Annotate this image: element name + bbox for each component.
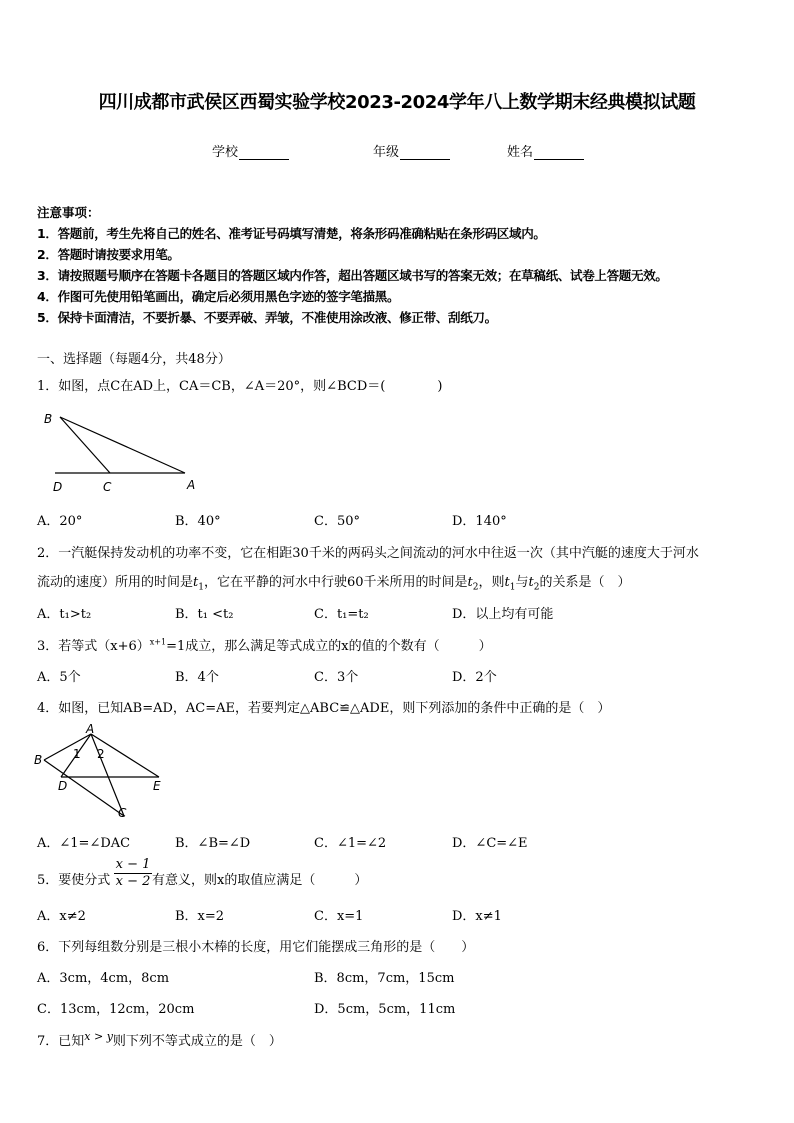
q4-triangles-figure [34,722,174,822]
page-title: 四川成都市武侯区西蜀实验学校2023-2024学年八上数学期末经典模拟试题 [98,92,696,113]
question-5-stem-a: 5．要使分式 [37,873,111,888]
q4-label-e: E [153,779,161,793]
q4-option-c: C．∠1=∠2 [314,836,387,851]
q5-option-b: B．x=2 [175,909,225,924]
q1-label-b: B [44,412,53,426]
q6-option-a: A．3cm，4cm，8cm [37,971,170,986]
notice-item: 1．答题前，考生先将自己的姓名、准考证号码填写清楚，将条形码准确粘贴在条形码区域内。 [37,226,546,241]
q4-option-b: B．∠B=∠D [175,836,251,851]
notice-item: 2．答题时请按要求用笔。 [37,247,180,262]
q4-label-angle-2: 2 [97,747,105,761]
q2-option-b: B．t₁ <t₂ [175,607,234,622]
name-field [507,141,584,160]
q1-option-c: C．50° [314,514,360,529]
q1-label-c: C [103,480,112,494]
school-blank [239,147,289,160]
q1-option-a: A．20° [37,514,83,529]
notice-item: 4．作图可先使用铅笔画出，确定后必须用黑色字迹的签字笔描黑。 [37,289,400,304]
q4-label-c: C [118,806,127,820]
question-2-line-2: 流动的速度）所用的时间是$t_1$，它在平静的河水中行驶60千米所用的时间是$t_2$，则$t_1$与$t_2$的关系是（ ） [37,575,631,593]
q1-triangle-figure [40,405,210,495]
q4-label-a: A [86,722,95,736]
school-label: 学校 [212,145,239,160]
question-6-stem: 6．下列每组数分别是三根小木棒的长度，用它们能摆成三角形的是（ ） [37,940,475,955]
q3-option-c: C．3个 [314,670,359,685]
q4-label-d: D [58,779,68,793]
question-5-stem-b: 有意义，则x的取值应满足（ ） [152,873,368,888]
q2-option-d: D．以上均有可能 [452,607,554,622]
notice-heading: 注意事项： [37,205,100,220]
q6-option-c: C．13cm，12cm，20cm [37,1002,195,1017]
q1-option-b: B．40° [175,514,221,529]
q2-option-a: A．t₁>t₂ [37,607,92,622]
q1-label-a: A [187,478,196,492]
grade-field [373,141,450,160]
question-4-stem: 4．如图，已知AB=AD，AC=AE，若要判定△ABC≌△ADE，则下列添加的条件中正确的是（ ） [37,701,611,716]
school-field [212,141,289,160]
q5-option-a: A．x≠2 [37,909,86,924]
q4-label-b: B [34,753,43,767]
q4-option-d: D．∠C=∠E [452,836,528,851]
notice-item: 3．请按照题号顺序在答题卡各题目的答题区域内作答，超出答题区域书写的答案无效；在草稿纸、试卷上答题无效。 [37,268,668,283]
q6-option-b: B．8cm，7cm，15cm [314,971,455,986]
q1-option-d: D．140° [452,514,507,529]
q3-option-d: D．2个 [452,670,497,685]
question-2-line-1: 2．一汽艇保持发动机的功率不变，它在相距30千米的两码头之间流动的河水中往返一次（其中汽艇的速度大于河水 [37,546,699,561]
question-1-stem: 1．如图，点C在AD上，CA＝CB，∠A＝20°，则∠BCD＝( ) [37,379,443,394]
q6-option-d: D．5cm，5cm，11cm [314,1002,456,1017]
notice-item: 5．保持卡面清洁，不要折暴、不要弄破、弄皱，不准使用涂改液、修正带、刮纸刀。 [37,310,497,325]
q4-option-a: A．∠1=∠DAC [37,836,131,851]
q5-fraction [114,857,152,889]
q3-option-b: B．4个 [175,670,219,685]
grade-label: 年级 [373,145,400,160]
q1-label-d: D [53,480,63,494]
name-blank [534,147,584,160]
q5-option-c: C．x=1 [314,909,364,924]
grade-blank [400,147,450,160]
q5-option-d: D．x≠1 [452,909,502,924]
q2-option-c: C．t₁=t₂ [314,607,369,622]
name-label: 姓名 [507,145,534,160]
section-heading: 一、选择题（每题4分，共48分） [37,352,231,367]
q3-option-a: A．5个 [37,670,81,685]
q4-label-angle-1: 1 [73,747,81,761]
question-7-stem: 7．已知$^{x > y}$则下列不等式成立的是（ ） [37,1030,282,1049]
question-3-stem: 3．若等式$(x+6)^{x+1}=1$成立，那么满足等式成立的x的值的个数有（ ） [37,637,492,654]
q5-numerator: x − 1 [115,857,151,872]
q5-denominator: x − 2 [115,874,151,889]
